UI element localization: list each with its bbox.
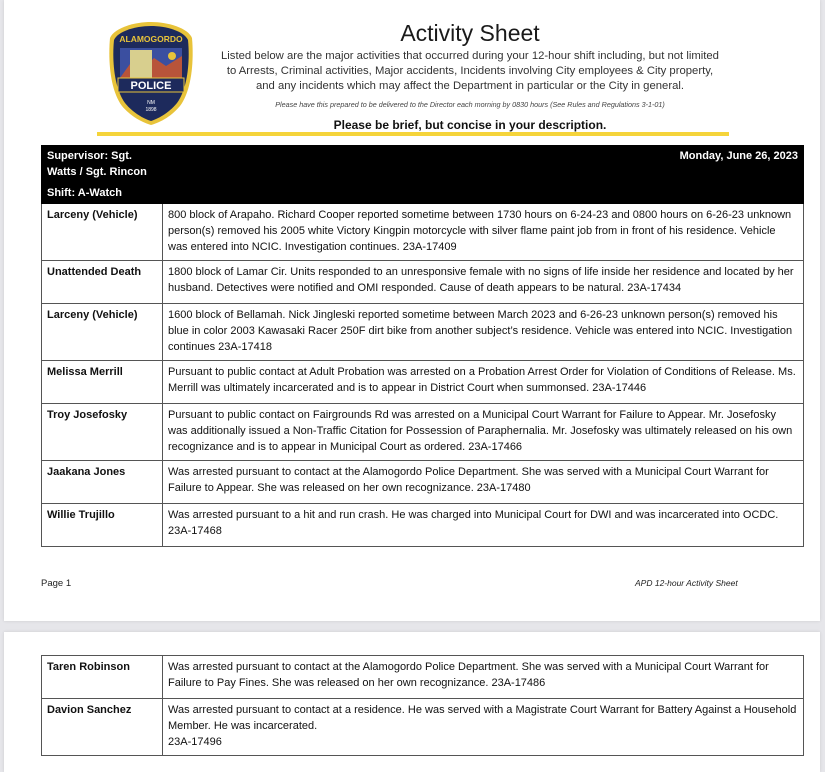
supervisor-row xyxy=(42,146,804,183)
page-title: Activity Sheet xyxy=(400,20,540,46)
intro-text: Listed below are the major activities that occurred during your 12-hour shift including, but not limited to Arrests, Criminal activities, Major accidents, Incidents involving City employees & City property, and any incidents which may affect the Department in particular or the City in general. xyxy=(221,50,719,93)
yellow-divider xyxy=(97,132,729,136)
entry-text: Was arrested pursuant to contact at the Alamogordo Police Department. She was served with a Municipal Court Warrant for Failure to Pay Fines. She was released on her own recognizance. 23A-17486 xyxy=(163,656,804,699)
entry-text: 1600 block of Bellamah. Nick Jingleski reported sometime between March 2023 and 6-26-23 unknown person(s) removed his blue in color 2003 Kawasaki Racer 250F dirt bike from another subject’s residence. Vehicle was entered into NCIC. Investigation continues 23A-17418 xyxy=(163,304,804,361)
table-row xyxy=(42,304,804,361)
date-label: Monday, June 26, 2023 xyxy=(679,150,798,162)
table-row xyxy=(42,261,804,304)
logo-middle-text: POLICE xyxy=(130,80,172,92)
entry-text: Was arrested pursuant to a hit and run crash. He was charged into Municipal Court for DWI and was incarcerated into OCDC. xyxy=(168,509,779,521)
supervisor-cell xyxy=(42,146,163,183)
entry-text: Was arrested pursuant to contact at a residence. He was served with a Magistrate Court Warrant for Battery Against a Household Member. He was incarcerated. xyxy=(168,704,797,732)
table-row xyxy=(42,461,804,504)
entry-label: Taren Robinson xyxy=(42,656,163,699)
table-row xyxy=(42,656,804,699)
entry-case-number: 23A-17468 xyxy=(168,525,222,537)
page-number: Page 1 xyxy=(41,578,72,589)
entry-text: Pursuant to public contact at Adult Probation was arrested on a Probation Arrest Order for Violation of Conditions of Release. Ms. Merrill was ultimately incarcerated and is to appear in District Court when summonsed. 23A-17446 xyxy=(163,361,804,404)
document-page-1 xyxy=(4,0,820,621)
entry-text: 800 block of Arapaho. Richard Cooper reported sometime between 1730 hours on 6-24-23 and 0800 hours on 6-26-23 unknown person(s) removed his 2005 white Victory Kingpin motorcycle with silver flame paint job from in front of his residence. Vehicle was entered into NCIC. Investigation continues. 23A-17409 xyxy=(163,204,804,261)
document-page-2 xyxy=(4,632,820,772)
entry-text: Pursuant to public contact on Fairgrounds Rd was arrested on a Municipal Court Warrant for Failure to Appear. Mr. Josefosky was additionally issued a Non-Traffic Citation for Possession of Paraphernalia. Mr. Josefosky was ultimately released on his own recognizance and is to appear in Municipal Court as ordered. 23A-17466 xyxy=(163,404,804,461)
table-row xyxy=(42,204,804,261)
entry-label: Melissa Merrill xyxy=(42,361,163,404)
supervisor-label: Supervisor: Sgt. Watts / Sgt. Rincon xyxy=(47,150,147,178)
table-row xyxy=(42,504,804,547)
delivery-note: Please have this prepared to be delivered to the Director each morning by 0830 hours (See Rules and Regulations 3-1-01) xyxy=(275,99,665,109)
table-row xyxy=(42,404,804,461)
table-row xyxy=(42,361,804,404)
entry-label: Troy Josefosky xyxy=(42,404,163,461)
entry-label: Larceny (Vehicle) xyxy=(42,204,163,261)
shift-row xyxy=(42,183,804,204)
entry-text: Was arrested pursuant to contact at the Alamogordo Police Department. She was served with a Municipal Court Warrant for Failure to Appear. She was released on her own recognizance. 23A-17480 xyxy=(163,461,804,504)
entry-case-number: 23A-17496 xyxy=(168,736,222,748)
logo-year: 1898 xyxy=(145,107,157,113)
date-cell xyxy=(163,146,804,183)
entry-label: Jaakana Jones xyxy=(42,461,163,504)
logo-state: NM xyxy=(147,100,155,106)
activity-table-page-1 xyxy=(41,145,804,547)
shift-label: Shift: A-Watch xyxy=(47,187,122,199)
table-row xyxy=(42,699,804,756)
logo-top-text: ALAMOGORDO xyxy=(119,34,183,44)
entry-text: 1800 block of Lamar Cir. Units responded to an unresponsive female with no signs of life inside her residence and located by her husband. Detectives were notified and OMI responded. Cause of death appears to be natural. 23A-17434 xyxy=(163,261,804,304)
header-block xyxy=(216,18,724,132)
brief-instruction: Please be brief, but concise in your description. xyxy=(333,117,607,132)
entry-label: Davion Sanchez xyxy=(42,699,163,756)
activity-table-page-2 xyxy=(41,655,804,756)
police-badge-logo xyxy=(108,20,194,126)
entry-label: Willie Trujillo xyxy=(42,504,163,547)
entry-text-cell xyxy=(163,504,804,547)
shift-cell xyxy=(42,183,804,204)
entry-label: Unattended Death xyxy=(42,261,163,304)
document-name: APD 12-hour Activity Sheet xyxy=(635,578,738,588)
entry-label: Larceny (Vehicle) xyxy=(42,304,163,361)
entry-text-cell xyxy=(163,699,804,756)
